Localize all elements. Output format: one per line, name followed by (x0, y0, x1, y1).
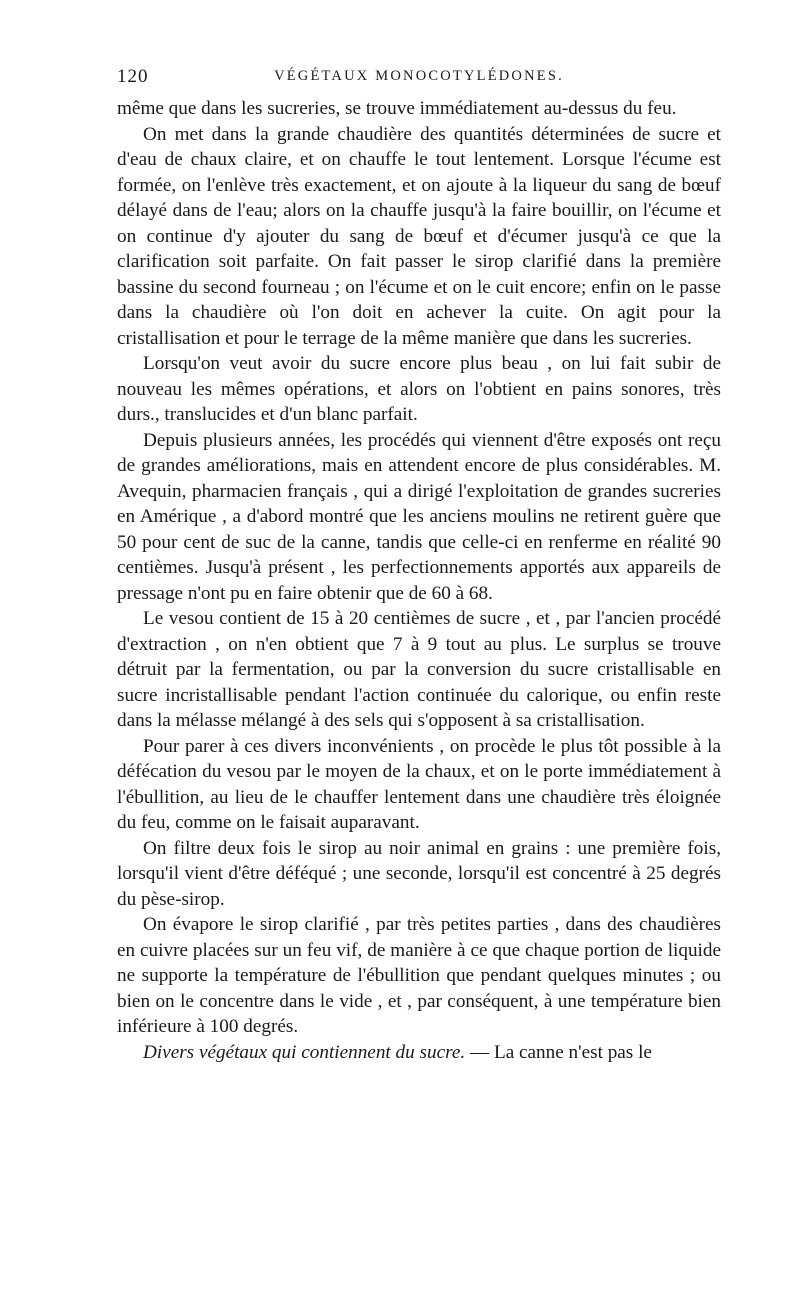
paragraph-defecation: Pour parer à ces divers inconvénients , on procède le plus tôt possible à la défécation du vesou par le moyen de la chaux, et on le porte immédiatement à l'ébullition, au lieu de le chauffer lentement dans une chaudière très éloignée du feu, comme on le faisait auparavant. (117, 735, 721, 833)
section-lead-text: — La canne n'est pas le (465, 1041, 652, 1063)
paragraph-continuation: même que dans les sucreries, se trouve immédiatement au-dessus du feu. (117, 98, 677, 119)
paragraph-other-plants (117, 1040, 721, 1066)
paragraph-clarification: On met dans la grande chaudière des quantités déterminées de sucre et d'eau de chaux claire, et on chauffe le tout lentement. Lorsque l'écume est formée, on l'enlève très exactement, et on ajoute à la liqueur du sang de bœuf délayé dans de l'eau; alors on la chauffe jusqu'à la faire bouillir, on l'écume et on continue d'y ajouter du sang de bœuf et d'écumer jusqu'à ce que la clarification soit parfaite. On fait passer le sirop clarifié dans la première bassine du second fourneau ; on l'écume et on le cuit encore; enfin on le passe dans la chaudière où l'on doit en achever la cuite. On agit pour la cristallisation et pour le terrage de la même manière que dans les sucreries. (117, 123, 721, 349)
paragraph-vesou: Le vesou contient de 15 à 20 centièmes de sucre , et , par l'ancien procédé d'extraction , on n'en obtient que 7 à 9 tout au plus. Le surplus se trouve détruit par la fermentation, ou par la conversion du sucre cristallisable en sucre incristallisable pendant l'action continuée du calorique, ou enfin reste dans la mélasse mélangé à des sels qui s'opposent à sa cristallisation. (117, 608, 721, 731)
body-text (117, 96, 721, 1065)
paragraph-improvements: Depuis plusieurs années, les procédés qui viennent d'être exposés ont reçu de grandes améliorations, mais en attendent encore de plus considérables. M. Avequin, pharmacien français , qui a dirigé l'exploitation de grandes sucreries en Amérique , a d'abord montré que les anciens moulins ne retirent guère que 50 pour cent de suc de la canne, tandis que celle-ci en renferme en réalité 90 centièmes. Jusqu'à présent , les perfectionnements apportés aux appareils de pressage n'ont pu en faire obtenir que de 60 à 68. (117, 429, 721, 604)
paragraph-evaporation: On évapore le sirop clarifié , par très petites parties , dans des chaudières en cuivre placées sur un feu vif, de manière à ce que chaque portion de liquide ne supporte la température de l'ébullition que pendant quelques minutes ; ou bien on le concentre dans le vide , et , par conséquent, à une température bien inférieure à 100 degrés. (117, 914, 721, 1037)
book-page (117, 66, 721, 1065)
running-title: VÉGÉTAUX MONOCOTYLÉDONES. (274, 68, 564, 84)
page-header (117, 66, 721, 96)
section-lead-italic: Divers végétaux qui contiennent du sucre. (143, 1041, 466, 1063)
page-number: 120 (117, 66, 149, 87)
paragraph-finer-sugar: Lorsqu'on veut avoir du sucre encore plus beau , on lui fait subir de nouveau les mêmes opérations, et alors on l'obtient en pains sonores, très durs., translucides et d'un blanc parfait. (117, 353, 721, 425)
paragraph-filtration: On filtre deux fois le sirop au noir animal en grains : une première fois, lorsqu'il vient d'être déféqué ; une seconde, lorsqu'il est concentré à 25 degrés du pèse-sirop. (117, 837, 721, 910)
